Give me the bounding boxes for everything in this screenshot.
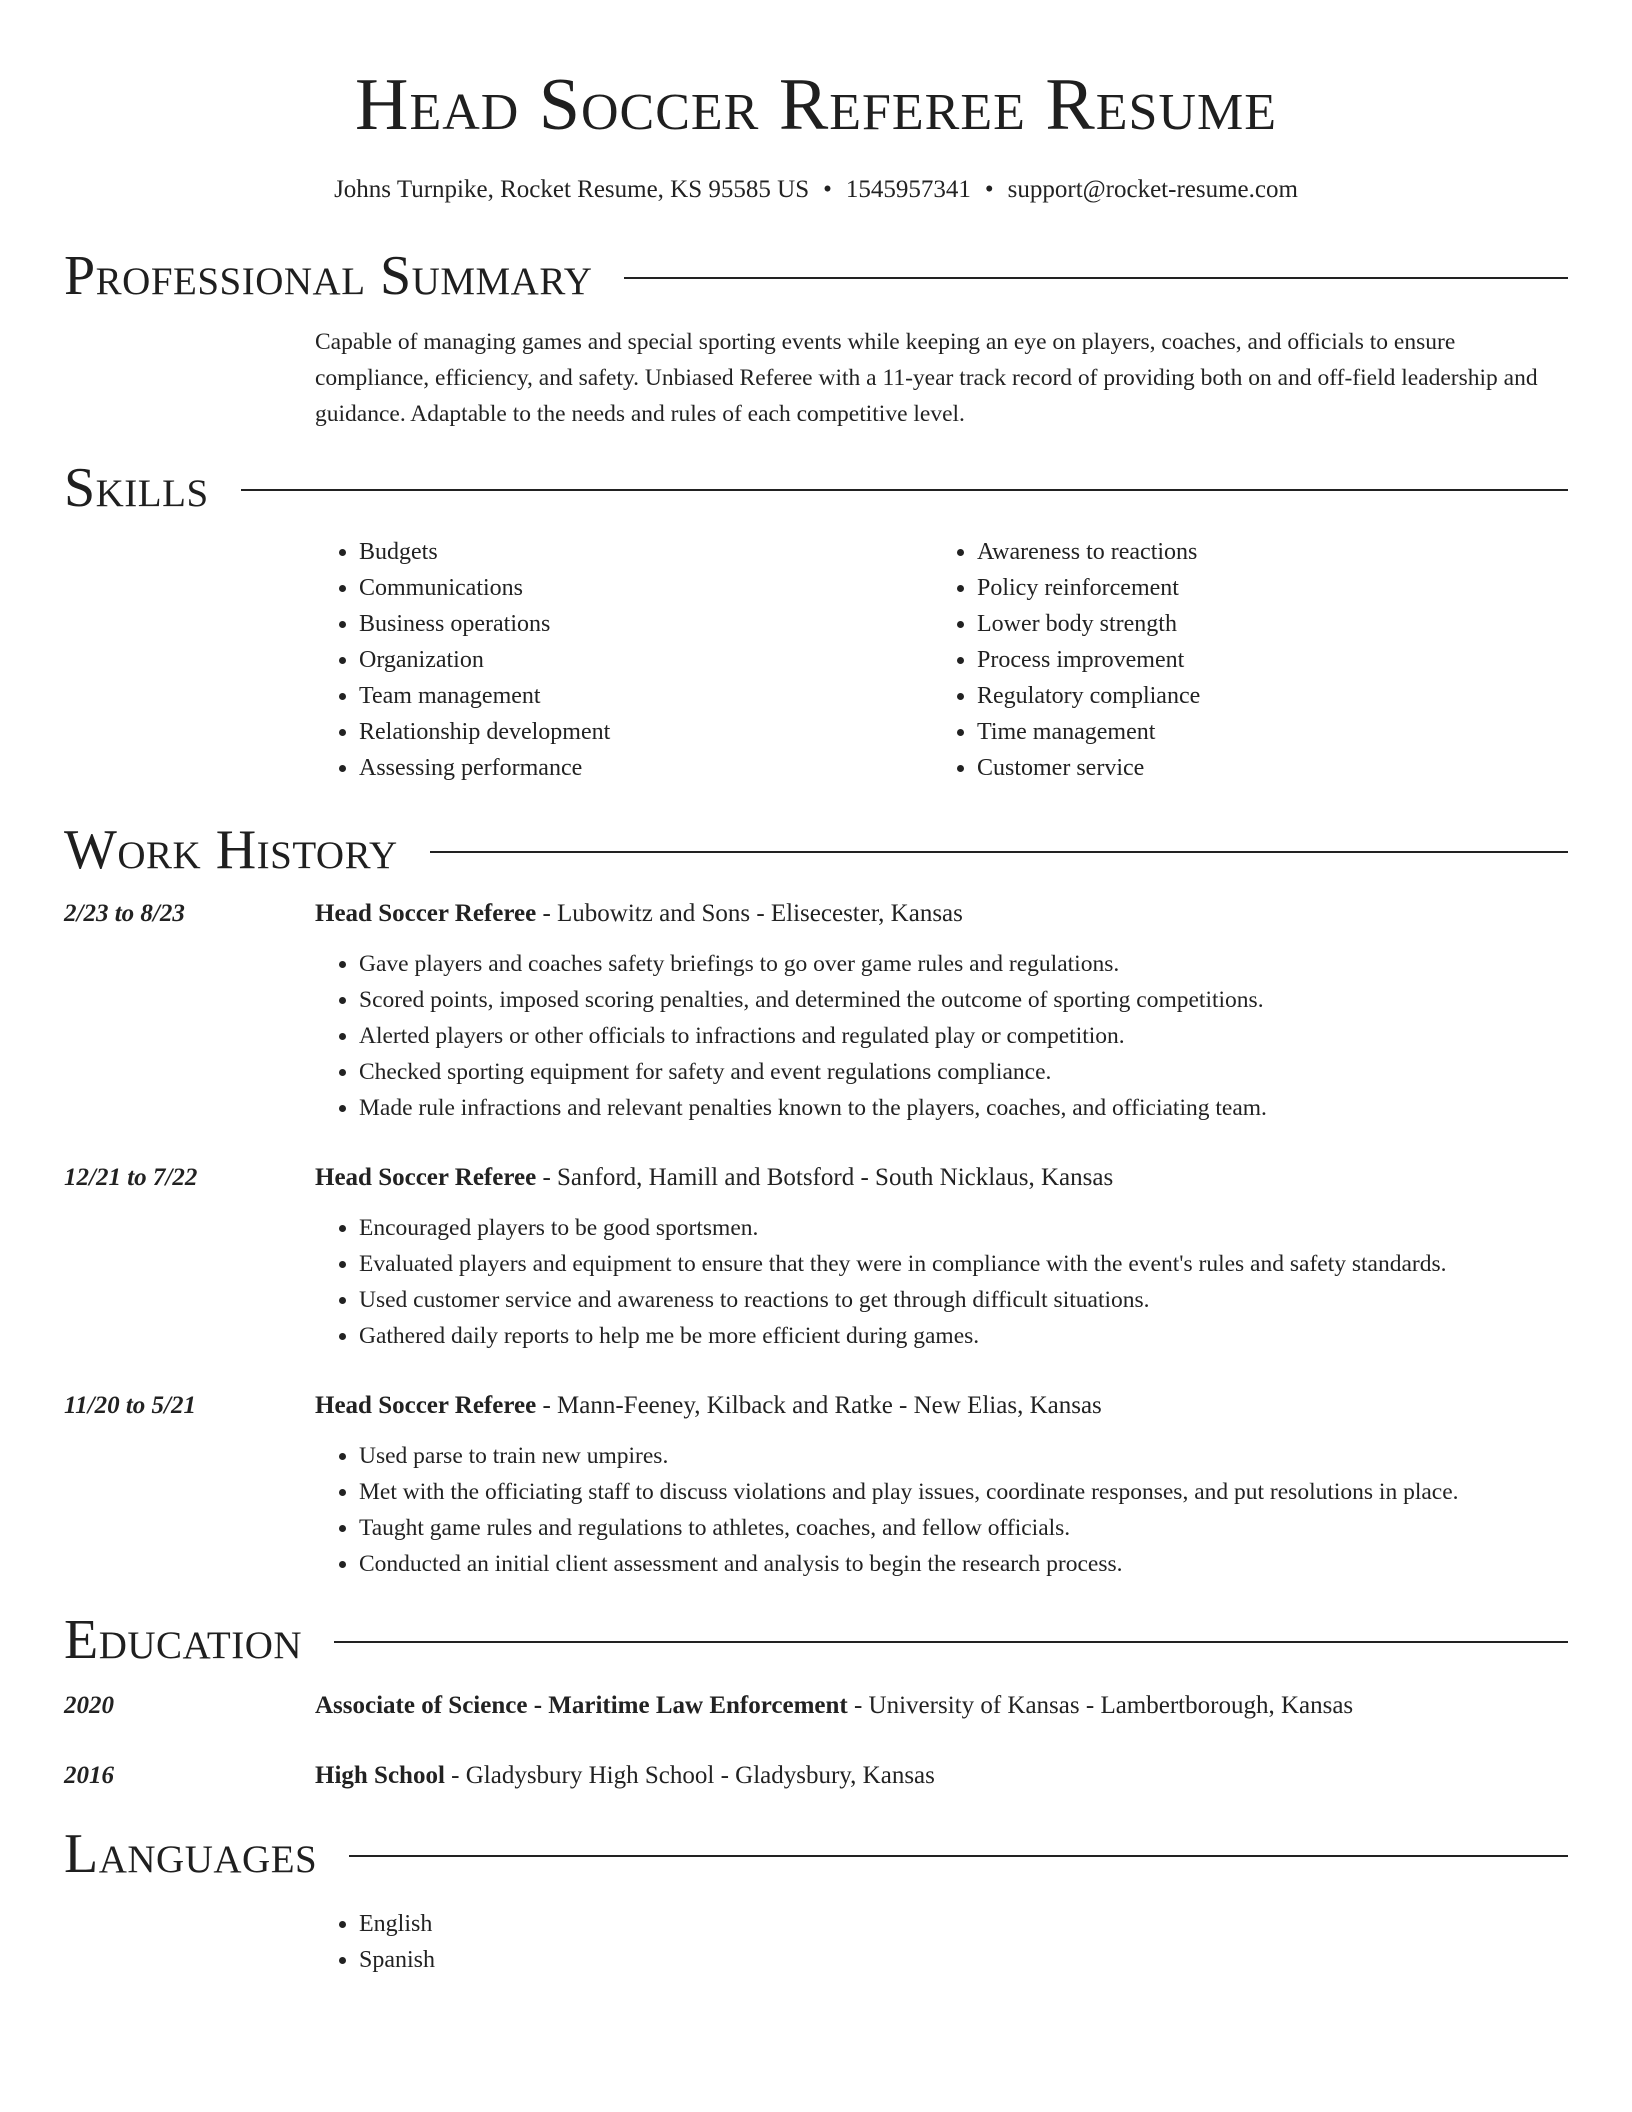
job-bullet: • Made rule infractions and relevant penalties known to the players, coaches, and officiating team. — [359, 1090, 1568, 1126]
education-line — [315, 1688, 1353, 1724]
skill-item: • Policy reinforcement — [977, 570, 1551, 606]
skill-item: • Customer service — [977, 750, 1551, 786]
languages-list — [64, 1906, 1568, 1978]
job-bullet: • Conducted an initial client assessment and analysis to begin the research process. — [359, 1546, 1568, 1582]
skills-column-right — [933, 534, 1551, 786]
education-entry — [64, 1758, 1568, 1794]
job-title: Head Soccer Referee — [315, 900, 537, 927]
education-degree: Associate of Science - Maritime Law Enforcement — [315, 1692, 848, 1719]
job-details: - Mann-Feeney, Kilback and Ratke - New Elias, Kansas — [536, 1392, 1102, 1419]
education-section-header — [64, 1610, 1568, 1670]
education-year: 2016 — [64, 1762, 114, 1789]
job-bullets — [315, 1438, 1568, 1582]
skill-item: • Regulatory compliance — [977, 678, 1551, 714]
job-entry — [64, 1160, 1568, 1354]
skill-item: • Process improvement — [977, 642, 1551, 678]
skill-item: • Awareness to reactions — [977, 534, 1551, 570]
job-bullet: • Met with the officiating staff to discuss violations and play issues, coordinate responses, and put resolutions in place. — [359, 1474, 1568, 1510]
work-section-header — [64, 820, 1568, 880]
address: Johns Turnpike, Rocket Resume, KS 95585 US — [334, 176, 810, 203]
summary-heading: Professional Summary — [64, 245, 593, 307]
language-item: • English — [359, 1906, 1568, 1942]
job-bullets — [315, 1210, 1568, 1354]
section-divider — [241, 489, 1568, 491]
education-year: 2020 — [64, 1692, 114, 1719]
job-entry — [64, 1388, 1568, 1582]
job-date: 12/21 to 7/22 — [64, 1164, 198, 1191]
job-details: - Lubowitz and Sons - Elisecester, Kansas — [536, 900, 963, 927]
job-title: Head Soccer Referee — [315, 1392, 537, 1419]
skill-item: • Assessing performance — [359, 750, 933, 786]
job-bullet: • Used customer service and awareness to reactions to get through difficult situations. — [359, 1282, 1568, 1318]
skills-column-left — [315, 534, 933, 786]
contact-separator: • — [823, 176, 832, 203]
skills-heading: Skills — [64, 457, 209, 519]
contact-separator: • — [984, 176, 994, 203]
skills-list — [315, 534, 1568, 786]
job-bullet: • Evaluated players and equipment to ensure that they were in compliance with the event's rules and safety standards. — [359, 1246, 1568, 1282]
summary-section-header — [64, 246, 1568, 306]
job-bullets — [315, 946, 1568, 1126]
education-entry — [64, 1688, 1568, 1724]
education-degree: High School — [315, 1762, 445, 1789]
job-title-line — [315, 896, 963, 932]
section-divider — [624, 277, 1568, 279]
resume-page — [64, 0, 1568, 1978]
skill-item: • Communications — [359, 570, 933, 606]
education-heading: Education — [64, 1609, 303, 1671]
job-bullet: • Alerted players or other officials to infractions and regulated play or competition. — [359, 1018, 1568, 1054]
section-divider — [334, 1641, 1568, 1643]
job-details: - Sanford, Hamill and Botsford - South Nicklaus, Kansas — [536, 1164, 1114, 1191]
languages-section-header — [64, 1824, 1568, 1884]
languages-heading: Languages — [64, 1823, 318, 1885]
section-divider — [349, 1855, 1568, 1857]
email[interactable]: support@rocket-resume.com — [1007, 176, 1298, 203]
job-bullet: • Scored points, imposed scoring penalties, and determined the outcome of sporting competitions. — [359, 982, 1568, 1018]
education-details: - Gladysbury High School - Gladysbury, Kansas — [444, 1762, 935, 1789]
skill-item: • Time management — [977, 714, 1551, 750]
summary-text: Capable of managing games and special sporting events while keeping an eye on players, coaches, and officials to ensure compliance, efficiency, and safety. Unbiased Referee with a 11-year track record of providing both on and off-field leadership and guidance. Adaptable to the needs and rules of each competitive level. — [315, 329, 1538, 427]
job-bullet: • Gave players and coaches safety briefings to go over game rules and regulations. — [359, 946, 1568, 982]
skill-item: • Relationship development — [359, 714, 933, 750]
language-item: • Spanish — [359, 1942, 1568, 1978]
job-title: Head Soccer Referee — [315, 1164, 537, 1191]
job-entry — [64, 896, 1568, 1126]
skills-section-header — [64, 458, 1568, 518]
skill-item: • Organization — [359, 642, 933, 678]
skill-item: • Lower body strength — [977, 606, 1551, 642]
education-line — [315, 1758, 935, 1794]
skill-item: • Team management — [359, 678, 933, 714]
resume-title: Head Soccer Referee Resume — [355, 64, 1277, 146]
job-bullet: • Checked sporting equipment for safety and event regulations compliance. — [359, 1054, 1568, 1090]
job-bullet: • Encouraged players to be good sportsmen. — [359, 1210, 1568, 1246]
job-title-line — [315, 1160, 1113, 1196]
job-bullet: • Used parse to train new umpires. — [359, 1438, 1568, 1474]
job-date: 11/20 to 5/21 — [64, 1392, 196, 1419]
phone: 1545957341 — [845, 176, 971, 203]
contact-line — [64, 174, 1568, 206]
job-bullet: • Gathered daily reports to help me be more efficient during games. — [359, 1318, 1568, 1354]
skill-item: • Budgets — [359, 534, 933, 570]
job-date: 2/23 to 8/23 — [64, 900, 185, 927]
section-divider — [430, 851, 1568, 853]
education-details: - University of Kansas - Lambertborough, Kansas — [847, 1692, 1354, 1719]
work-heading: Work History — [64, 819, 398, 881]
job-bullet: • Taught game rules and regulations to athletes, coaches, and fellow officials. — [359, 1510, 1568, 1546]
skill-item: • Business operations — [359, 606, 933, 642]
job-title-line — [315, 1388, 1102, 1424]
